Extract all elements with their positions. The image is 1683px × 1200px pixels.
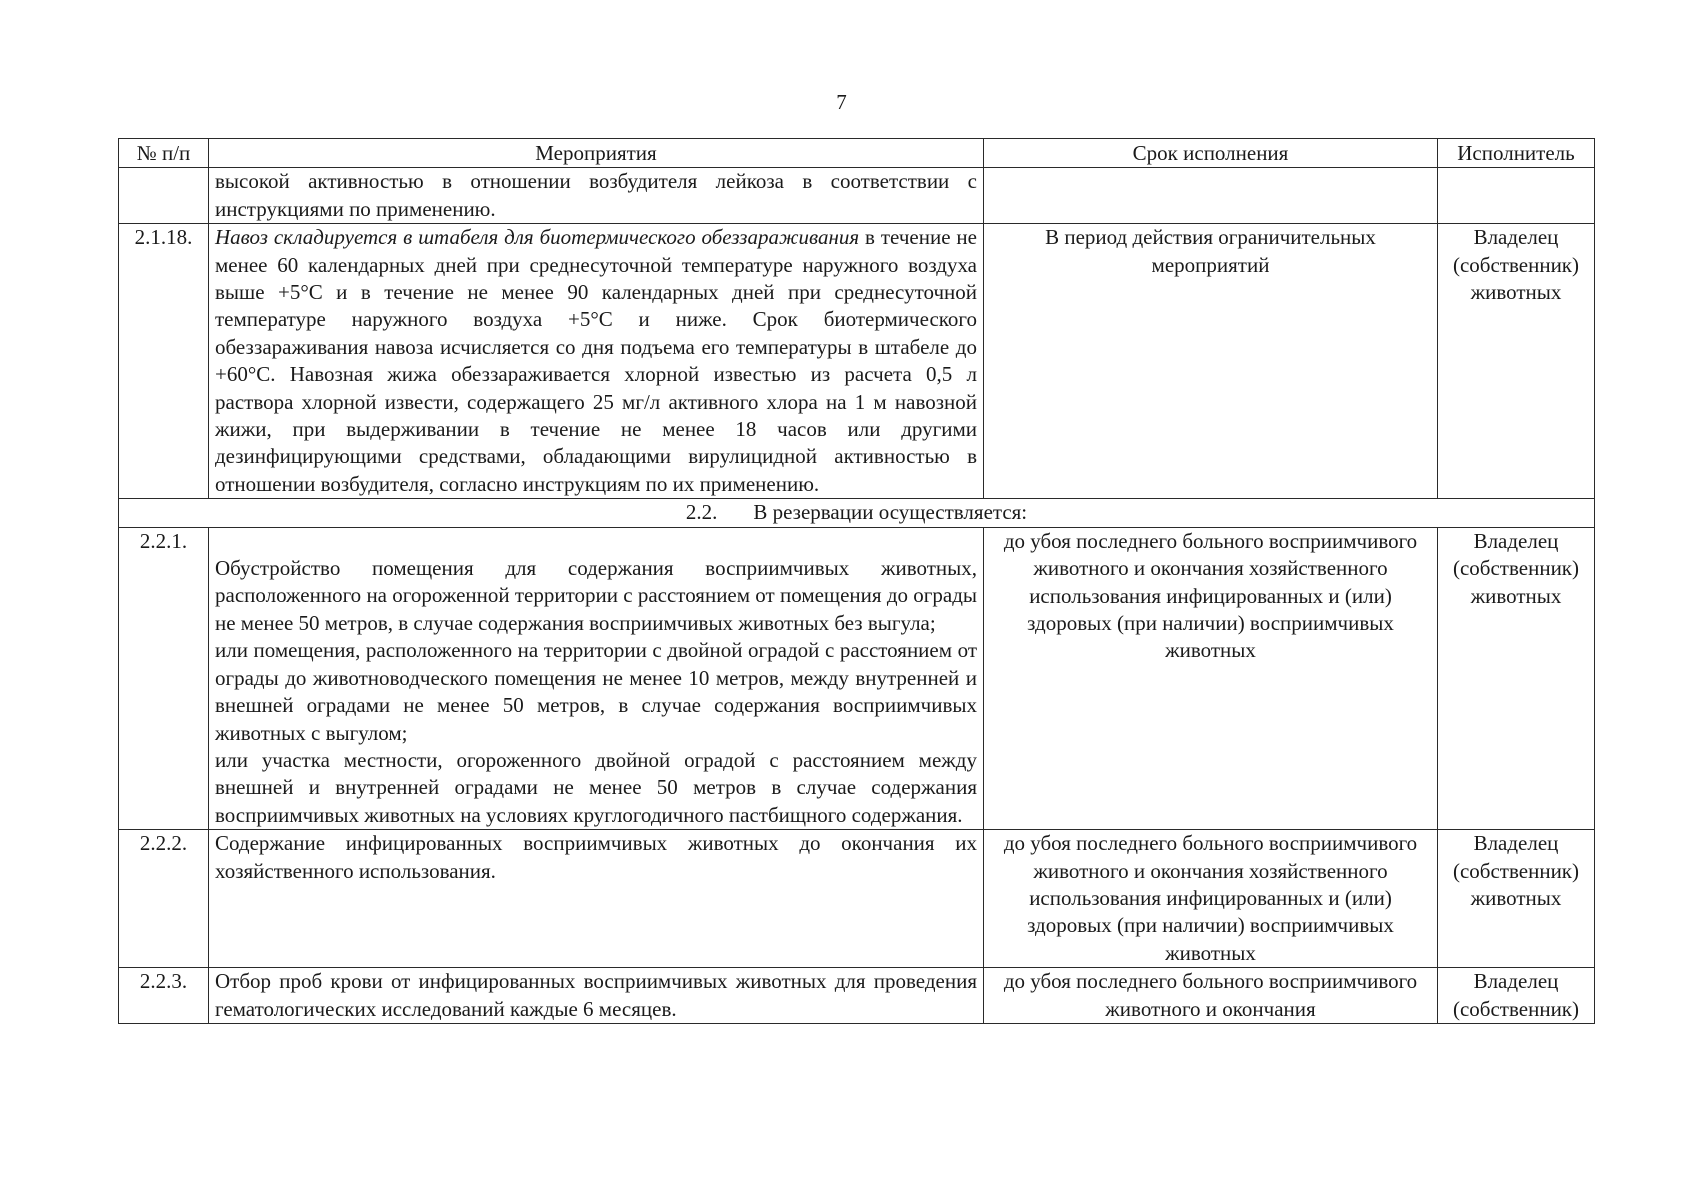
- row-number: 2.2.1.: [119, 527, 209, 829]
- section-title: В резервации осуществляется:: [753, 500, 1028, 525]
- header-deadline: Срок исполнения: [984, 139, 1438, 168]
- row-measure: Отбор проб крови от инфицированных восприимчивых животных для проведения гематологических исследований каждые 6 месяцев.: [209, 968, 984, 1024]
- table-row: [119, 527, 1595, 829]
- page-number: 7: [836, 90, 847, 114]
- row-executor: Владелец (собственник) животных: [1438, 527, 1595, 829]
- row-executor: [1438, 168, 1595, 224]
- row-measure: [209, 527, 984, 829]
- row-deadline: до убоя последнего больного восприимчивого животного и окончания хозяйственного использования инфицированных и (или) здоровых (при наличии) восприимчивых животных: [984, 830, 1438, 968]
- table-row: [119, 224, 1595, 499]
- header-number: № п/п: [119, 139, 209, 168]
- measures-table: [118, 138, 1595, 1024]
- row-deadline: до убоя последнего больного восприимчивого животного и окончания хозяйственного использования инфицированных и (или) здоровых (при наличии) восприимчивых животных: [984, 527, 1438, 829]
- measure-paragraph: Обустройство помещения для содержания восприимчивых животных, расположенного на огороженной территории с расстоянием от помещения до ограды не менее 50 метров, в случае содержания восприимчивых животных без выгула;: [215, 556, 977, 635]
- row-measure: высокой активностью в отношении возбудителя лейкоза в соответствии с инструкциями по применению.: [209, 168, 984, 224]
- row-executor: Владелец (собственник) животных: [1438, 224, 1595, 499]
- row-executor: Владелец (собственник) животных: [1438, 830, 1595, 968]
- row-number: [119, 168, 209, 224]
- header-measures: Мероприятия: [209, 139, 984, 168]
- measure-paragraph: или участка местности, огороженного двойной оградой с расстоянием между внешней и внутренней оградами не менее 50 метров в случае содержания восприимчивых животных на условиях круглогодичного пастбищного содержания.: [215, 747, 977, 827]
- section-heading: [119, 499, 1595, 527]
- table-row: [119, 968, 1595, 1024]
- table-row: [119, 168, 1595, 224]
- row-measure-italic: Навоз складируется в штабеля для биотермического обеззараживания: [215, 225, 860, 250]
- row-deadline: [984, 168, 1438, 224]
- row-measure: Содержание инфицированных восприимчивых животных до окончания их хозяйственного использования.: [209, 830, 984, 968]
- section-number: 2.2.: [685, 500, 718, 525]
- section-row: [119, 499, 1595, 527]
- row-number: 2.2.2.: [119, 830, 209, 968]
- row-deadline: В период действия ограничительных мероприятий: [984, 224, 1438, 499]
- row-measure: [209, 224, 984, 499]
- table-row: [119, 830, 1595, 968]
- row-executor: Владелец (собственник): [1438, 968, 1595, 1024]
- header-executor: Исполнитель: [1438, 139, 1595, 168]
- row-measure-rest: в течение не менее 60 календарных дней при среднесуточной температуре наружного воздуха выше +5°С и в течение не менее 90 календарных дней при среднесуточной температуре наружного воздуха +5°С и ниже. Срок биотермического обеззараживания навоза исчисляется со дня подъема его температуры в штабеле до +60°С. Навозная жижа обеззараживается хлорной известью из расчета 0,5 л раствора хлорной извести, содержащего 25 мг/л активного хлора на 1 м навозной жижи, при выдерживании в течение не менее 18 часов или другими дезинфицирующими средствами, обладающими вирулицидной активностью в отношении возбудителя, согласно инструкциям по их применению.: [215, 225, 977, 496]
- row-deadline: до убоя последнего больного восприимчивого животного и окончания: [984, 968, 1438, 1024]
- table-header-row: [119, 139, 1595, 168]
- row-number: 2.2.3.: [119, 968, 209, 1024]
- measure-paragraph: или помещения, расположенного на территории с двойной оградой с расстоянием от ограды до животноводческого помещения не менее 10 метров, между внутренней и внешней оградами не менее 50 метров, в случае содержания восприимчивых животных с выгулом;: [215, 638, 977, 745]
- row-number: 2.1.18.: [119, 224, 209, 499]
